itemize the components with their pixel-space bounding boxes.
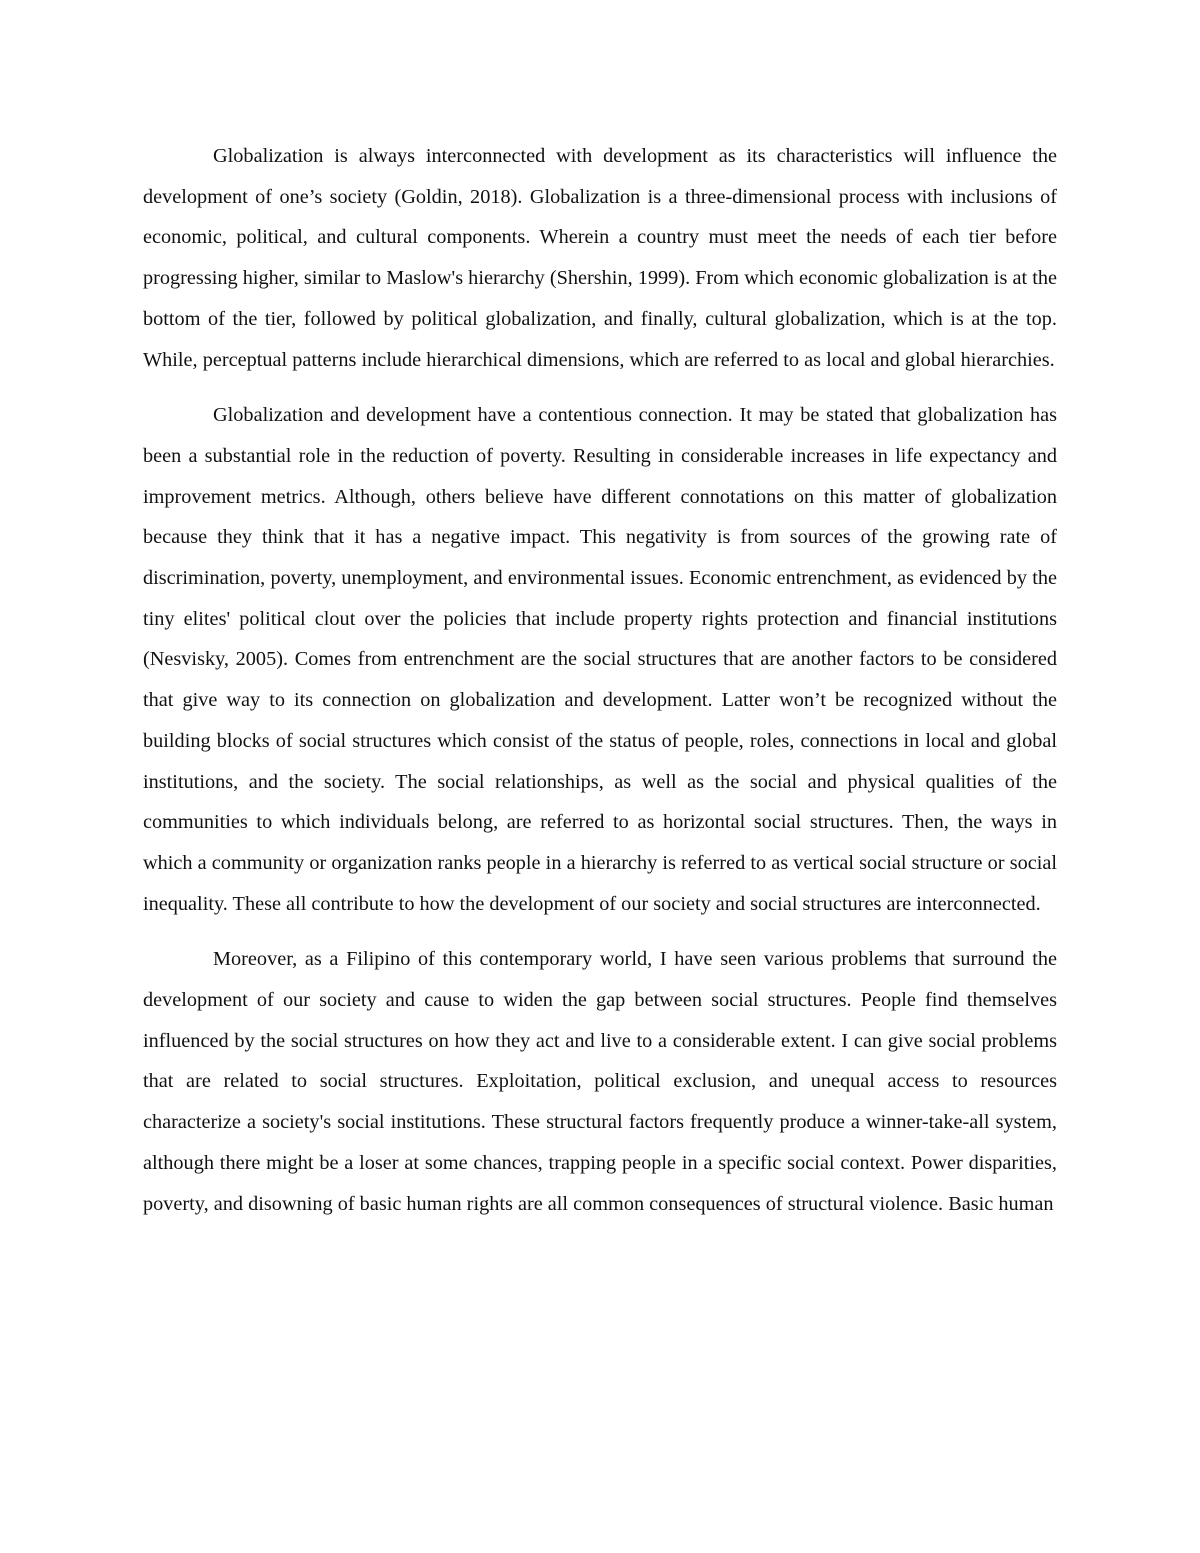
paragraph-2: Globalization and development have a contentious connection. It may be stated that globalization has been a substantial role in the reduction of poverty. Resulting in considerable increases in life expectancy and improvement metrics. Although, others believe have different connotations on this matter of globalization because they think that it has a negative impact. This negativity is from sources of the growing rate of discrimination, poverty, unemployment, and environmental issues. Economic entrenchment, as evidenced by the tiny elites' political clout over the policies that include property rights protection and financial institutions (Nesvisky, 2005). Comes from entrenchment are the social structures that are another factors to be considered that give way to its connection on globalization and development. Latter won’t be recognized without the building blocks of social structures which consist of the status of people, roles, connections in local and global institutions, and the society. The social relationships, as well as the social and physical qualities of the communities to which individuals belong, are referred to as horizontal social structures. Then, the ways in which a community or organization ranks people in a hierarchy is referred to as vertical social structure or social inequality. These all contribute to how the development of our society and social structures are interconnected.: [143, 404, 1057, 915]
body-text: [143, 136, 1057, 1224]
paragraph-3: Moreover, as a Filipino of this contemporary world, I have seen various problems that surround the development of our society and cause to widen the gap between social structures. People find themselves influenced by the social structures on how they act and live to a considerable extent. I can give social problems that are related to social structures. Exploitation, political exclusion, and unequal access to resources characterize a society's social institutions. These structural factors frequently produce a winner-take-all system, although there might be a loser at some chances, trapping people in a specific social context. Power disparities, poverty, and disowning of basic human rights are all common consequences of structural violence. Basic human: [143, 948, 1057, 1215]
paragraph-1: Globalization is always interconnected with development as its characteristics will influence the development of one’s society (Goldin, 2018). Globalization is a three-dimensional process with inclusions of economic, political, and cultural components. Wherein a country must meet the needs of each tier before progressing higher, similar to Maslow's hierarchy (Shershin, 1999). From which economic globalization is at the bottom of the tier, followed by political globalization, and finally, cultural globalization, which is at the top. While, perceptual patterns include hierarchical dimensions, which are referred to as local and global hierarchies.: [143, 145, 1057, 371]
